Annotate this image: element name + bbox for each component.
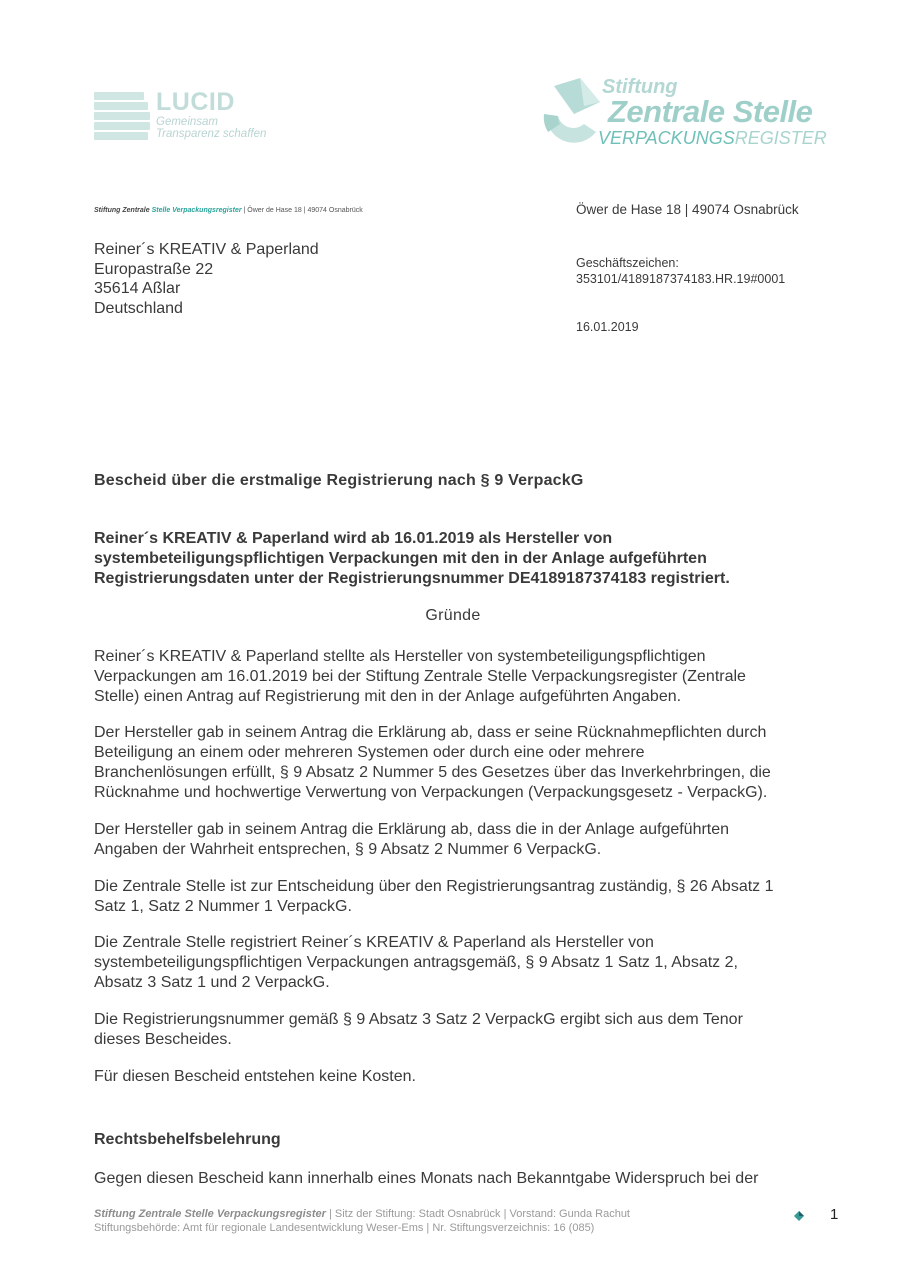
reference-label: Geschäftszeichen: (576, 256, 679, 270)
zs-logo-line2: Zentrale Stelle (608, 94, 813, 129)
letter-subject: Bescheid über die erstmalige Registrierung nach § 9 VerpackG (94, 472, 584, 489)
tenor-statement: Reiner´s KREATIV & Paperland wird ab 16.01.2019 als Hersteller von systembeteiligungspflichtigen Verpackungen mit den in der Anlage aufgeführten Registrierungsdaten unter der Registrierungsnummer DE4189187374183 registriert. (94, 530, 730, 587)
page-footer: Stiftung Zentrale Stelle Verpackungsregister | Sitz der Stiftung: Stadt Osnabrück | Vorstand: Gunda Rachut Stiftungsbehörde: Amt für regionale Landesentwicklung Weser-Ems | Nr. Stiftungsverzeichnis: 16 (085) (94, 1208, 630, 1234)
diamond-nav-icon (792, 1209, 806, 1223)
reference-number: 353101/4189187374183.HR.19#0001 (576, 272, 786, 286)
recipient-street: Europastraße 22 (94, 260, 214, 278)
lucid-tagline: Gemeinsam Transparenz schaffen (156, 116, 267, 140)
paragraph-7: Für diesen Bescheid entstehen keine Kosten. (94, 1068, 416, 1085)
paragraph-3: Der Hersteller gab in seinem Antrag die Erklärung ab, dass die in der Anlage aufgeführten Angaben der Wahrheit entsprechen, § 9 Absatz 2 Nummer 6 VerpackG. (94, 821, 730, 858)
paragraph-4: Die Zentrale Stelle ist zur Entscheidung über den Registrierungsantrag zuständig, § 26 Absatz 1 Satz 1, Satz 2 Nummer 1 VerpackG. (94, 878, 774, 915)
sender-return-line: Stiftung Zentrale Stelle Verpackungsregister | Öwer de Hase 18 | 49074 Osnabrück (94, 207, 363, 214)
lucid-wordmark: LUCID (156, 88, 235, 116)
paragraph-1: Reiner´s KREATIV & Paperland stellte als Hersteller von systembeteiligungspflichtigen Verpackungen am 16.01.2019 bei der Stiftung Zentrale Stelle Verpackungsregister (Zentrale Stelle) einen Antrag auf Registrierung mit den in der Anlage aufgeführten Angaben. (94, 648, 746, 705)
sender-address: Öwer de Hase 18 | 49074 Osnabrück (576, 202, 799, 217)
rechtsbehelf-text: Gegen diesen Bescheid kann innerhalb eines Monats nach Bekanntgabe Widerspruch bei der (94, 1170, 759, 1187)
gruende-heading: Gründe (425, 607, 481, 624)
recipient-address (94, 240, 319, 318)
zentrale-stelle-logo (540, 76, 840, 152)
rechtsbehelf-heading: Rechtsbehelfsbelehrung (94, 1131, 281, 1148)
recipient-country: Deutschland (94, 299, 183, 317)
zs-logo-line1: Stiftung (602, 76, 678, 98)
paragraph-6: Die Registrierungsnummer gemäß § 9 Absatz 3 Satz 2 VerpackG ergibt sich aus dem Tenor dieses Bescheides. (94, 1011, 743, 1048)
letter-date: 16.01.2019 (576, 320, 639, 334)
recipient-name: Reiner´s KREATIV & Paperland (94, 241, 319, 258)
zs-logo-line3: VERPACKUNGSREGISTER (598, 128, 827, 148)
paragraph-5: Die Zentrale Stelle registriert Reiner´s KREATIV & Paperland als Hersteller von systembeteiligungspflichtigen Verpackungen antragsgemäß, § 9 Absatz 1 Satz 1, Absatz 2, Absatz 3 Satz 1 und 2 VerpackG. (94, 934, 738, 991)
page-number: 1 (830, 1206, 839, 1223)
lucid-layers-icon (94, 92, 150, 146)
paragraph-2: Der Hersteller gab in seinem Antrag die Erklärung ab, dass er seine Rücknahmepflichten durch Beteiligung an einem oder mehreren Systemen oder durch eine oder mehrere Branchenlösungen erfüllt, § 9 Absatz 2 Nummer 5 des Gesetzes über das Inverkehrbringen, die Rücknahme und hochwertige Verwertung von Verpackungen (Verpackungsgesetz - VerpackG). (94, 724, 771, 801)
lucid-logo (94, 88, 284, 148)
recipient-city: 35614 Aßlar (94, 280, 181, 297)
